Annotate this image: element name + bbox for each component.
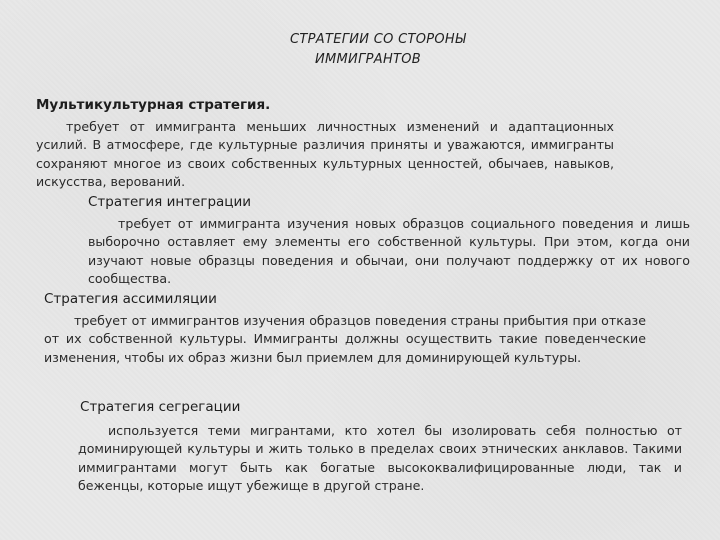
slide-title-line-2: ИММИГРАНТОВ [314, 52, 422, 67]
section-heading: Стратегия сегрегации [80, 399, 241, 415]
section-segregation-strategy [78, 398, 682, 496]
section-multicultural-strategy [36, 96, 614, 192]
section-assimilation-strategy [44, 290, 646, 367]
section-heading: Стратегия ассимиляции [44, 291, 217, 307]
section-heading: Мультикультурная стратегия. [36, 97, 271, 113]
section-text: требует от иммигранта меньших личностных изменений и адаптационных усилий. В атмосфере, где культурные различия приняты и уважаются, иммигранты сохраняют многое из своих собственных культурных ценностей, обычаев, навыков, искусства, верований. [36, 119, 614, 190]
slide-title [0, 30, 720, 70]
section-text: используется теми мигрантами, кто хотел бы изолировать себя полностью от доминирующей культуры и жить только в пределах своих этнических анклавов. Такими иммигрантами могут быть как богатые высококвалифицированные люди, так и беженцы, которые ищут убежище в другой стране. [78, 423, 682, 494]
section-text: требует от иммигрантов изучения образцов поведения страны прибытия при отказе от их собственной культуры. Иммигранты должны осуществить такие поведенческие изменения, чтобы их образ жизни был приемлем для доминирующей культуры. [44, 313, 646, 365]
slide-title-line-1: СТРАТЕГИИ СО СТОРОНЫ [290, 32, 466, 47]
section-heading: Стратегия интеграции [88, 194, 252, 210]
section-text: требует от иммигранта изучения новых образцов социального поведения и лишь выборочно оставляет ему элементы его собственной культуры. При этом, когда они изучают новые образцы поведения и обычаи, они получают поддержку от их нового сообщества. [88, 216, 690, 287]
section-integration-strategy [88, 193, 690, 289]
